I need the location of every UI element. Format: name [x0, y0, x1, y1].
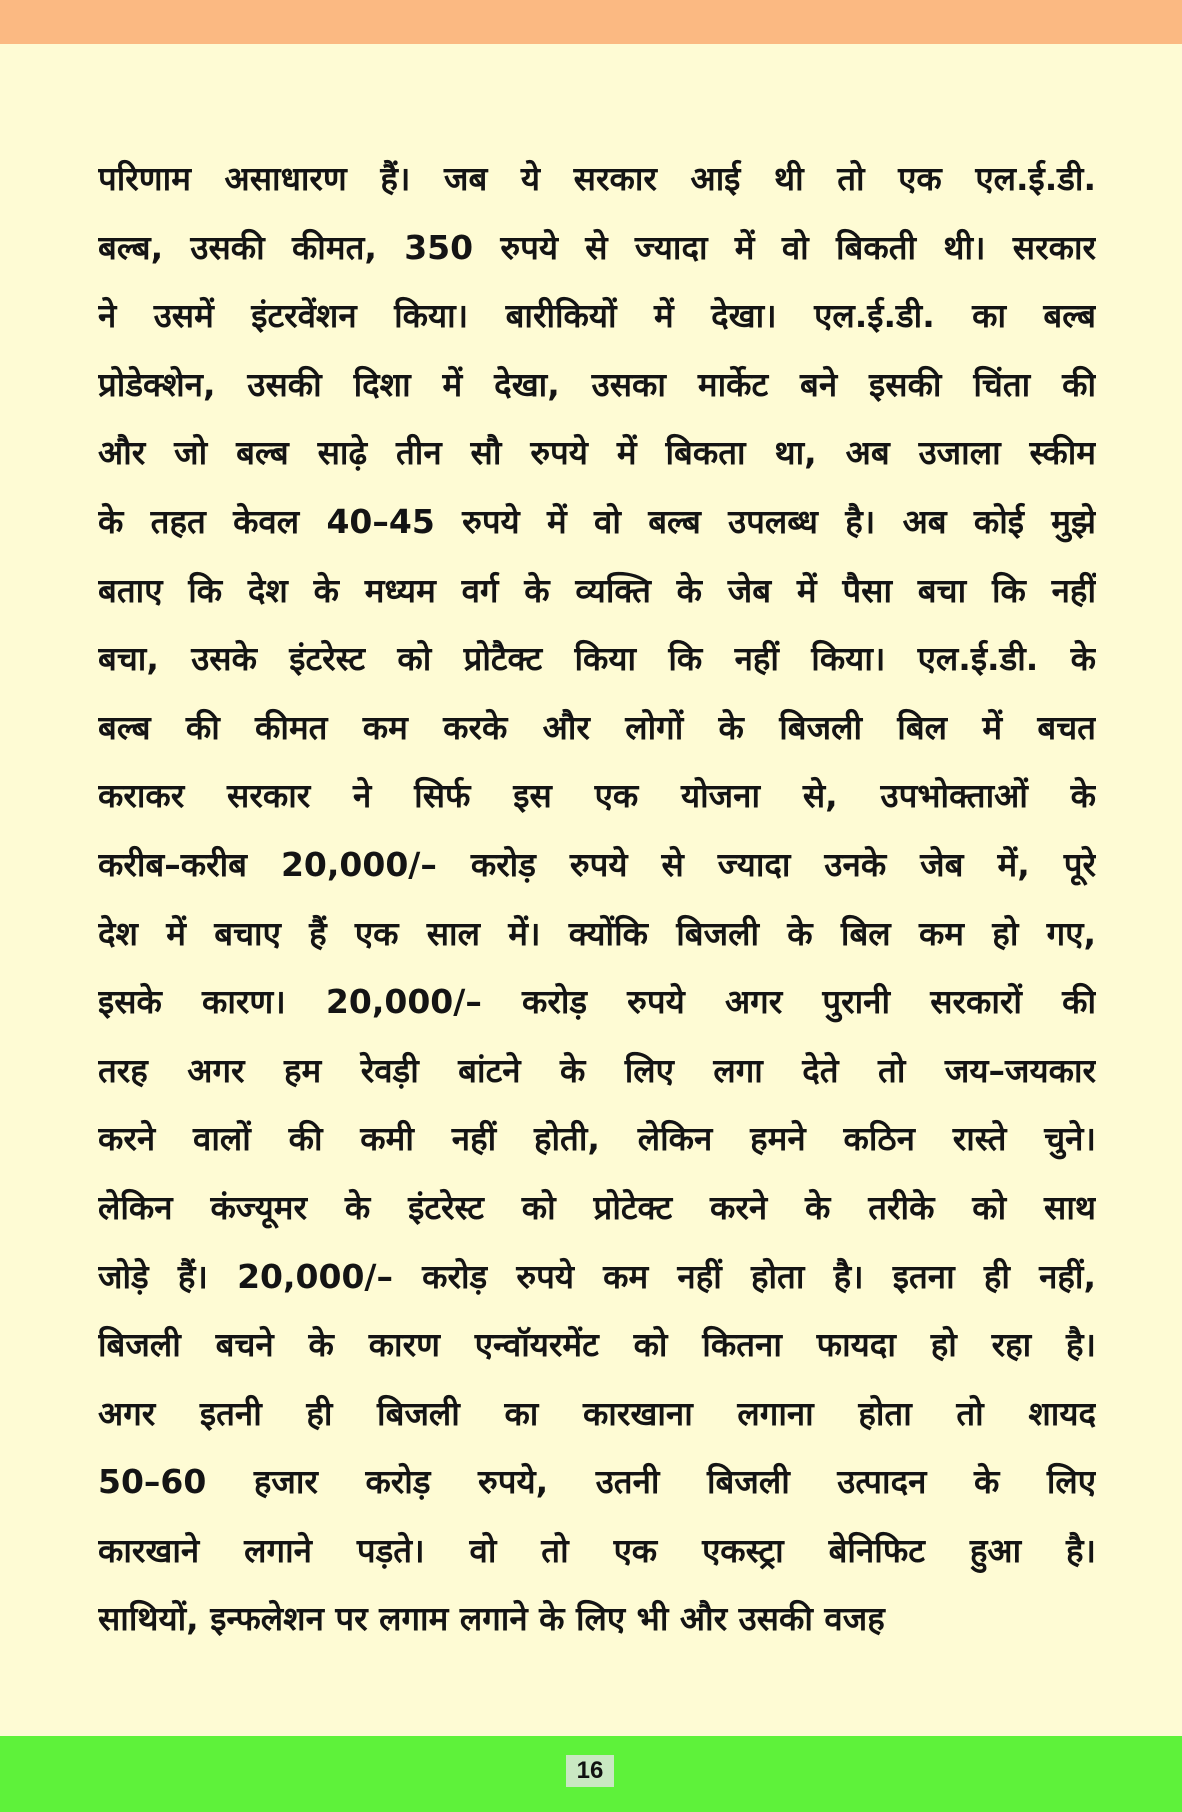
top-color-band: [0, 0, 1182, 44]
text-line: लेकिन कंज्यूमर के इंटरेस्ट को प्रोटेक्ट करने के तरीके को साथ: [98, 1187, 1096, 1227]
text-line: बताए कि देश के मध्यम वर्ग के व्यक्ति के जेब में पैसा बचा कि नहीं: [98, 570, 1096, 610]
text-line: ने उसमें इंटरवेंशन किया। बारीकियों में देखा। एल.ई.डी. का बल्ब: [98, 296, 1096, 336]
text-line: बल्ब, उसकी कीमत, 350 रुपये से ज्यादा में वो बिकती थी। सरकार: [98, 227, 1096, 267]
text-line: करीब–करीब 20,000/– करोड़ रुपये से ज्यादा उनके जेब में, पूरे: [98, 844, 1096, 884]
text-line: अगर इतनी ही बिजली का कारखाना लगाना होता तो शायद: [98, 1393, 1096, 1433]
text-line: बचा, उसके इंटरेस्ट को प्रोटैक्ट किया कि नहीं किया। एल.ई.डी. के: [98, 639, 1096, 679]
text-line: करने वालों की कमी नहीं होती, लेकिन हमने कठिन रास्ते चुने।: [98, 1119, 1096, 1159]
text-line: के तहत केवल 40–45 रुपये में वो बल्ब उपलब्ध है। अब कोई मुझे: [98, 501, 1096, 541]
text-line: प्रोडेक्शेन, उसकी दिशा में देखा, उसका मार्केट बने इसकी चिंता की: [98, 364, 1096, 404]
text-line: तरह अगर हम रेवड़ी बांटने के लिए लगा देते तो जय–जयकार: [98, 1050, 1096, 1090]
page-number: 16: [566, 1755, 614, 1787]
text-line: परिणाम असाधारण हैं। जब ये सरकार आई थी तो एक एल.ई.डी.: [98, 159, 1096, 198]
text-line: देश में बचाए हैं एक साल में। क्योंकि बिजली के बिल कम हो गए,: [98, 913, 1096, 953]
text-line: कराकर सरकार ने सिर्फ इस एक योजना से, उपभोक्ताओं के: [98, 776, 1096, 816]
text-line: साथियों, इन्फलेशन पर लगाम लगाने के लिए भी और उसकी वजह: [98, 1599, 885, 1639]
text-line: बिजली बचने के कारण एन्वॉयरमेंट को कितना फायदा हो रहा है।: [98, 1325, 1096, 1365]
body-text: [98, 145, 1096, 1654]
text-line: बल्ब की कीमत कम करके और लोगों के बिजली बिल में बचत: [98, 707, 1096, 747]
text-line: और जो बल्ब साढ़े तीन सौ रुपये में बिकता था, अब उजाला स्कीम: [98, 433, 1096, 473]
text-line: जोड़े हैं। 20,000/– करोड़ रुपये कम नहीं होता है। इतना ही नहीं,: [98, 1256, 1096, 1296]
text-line: इसके कारण। 20,000/– करोड़ रुपये अगर पुरानी सरकारों की: [98, 982, 1096, 1022]
text-line: 50–60 हजार करोड़ रुपये, उतनी बिजली उत्पादन के लिए: [98, 1462, 1096, 1502]
text-line: कारखाने लगाने पड़ते। वो तो एक एकस्ट्रा बेनिफिट हुआ है।: [98, 1530, 1096, 1570]
